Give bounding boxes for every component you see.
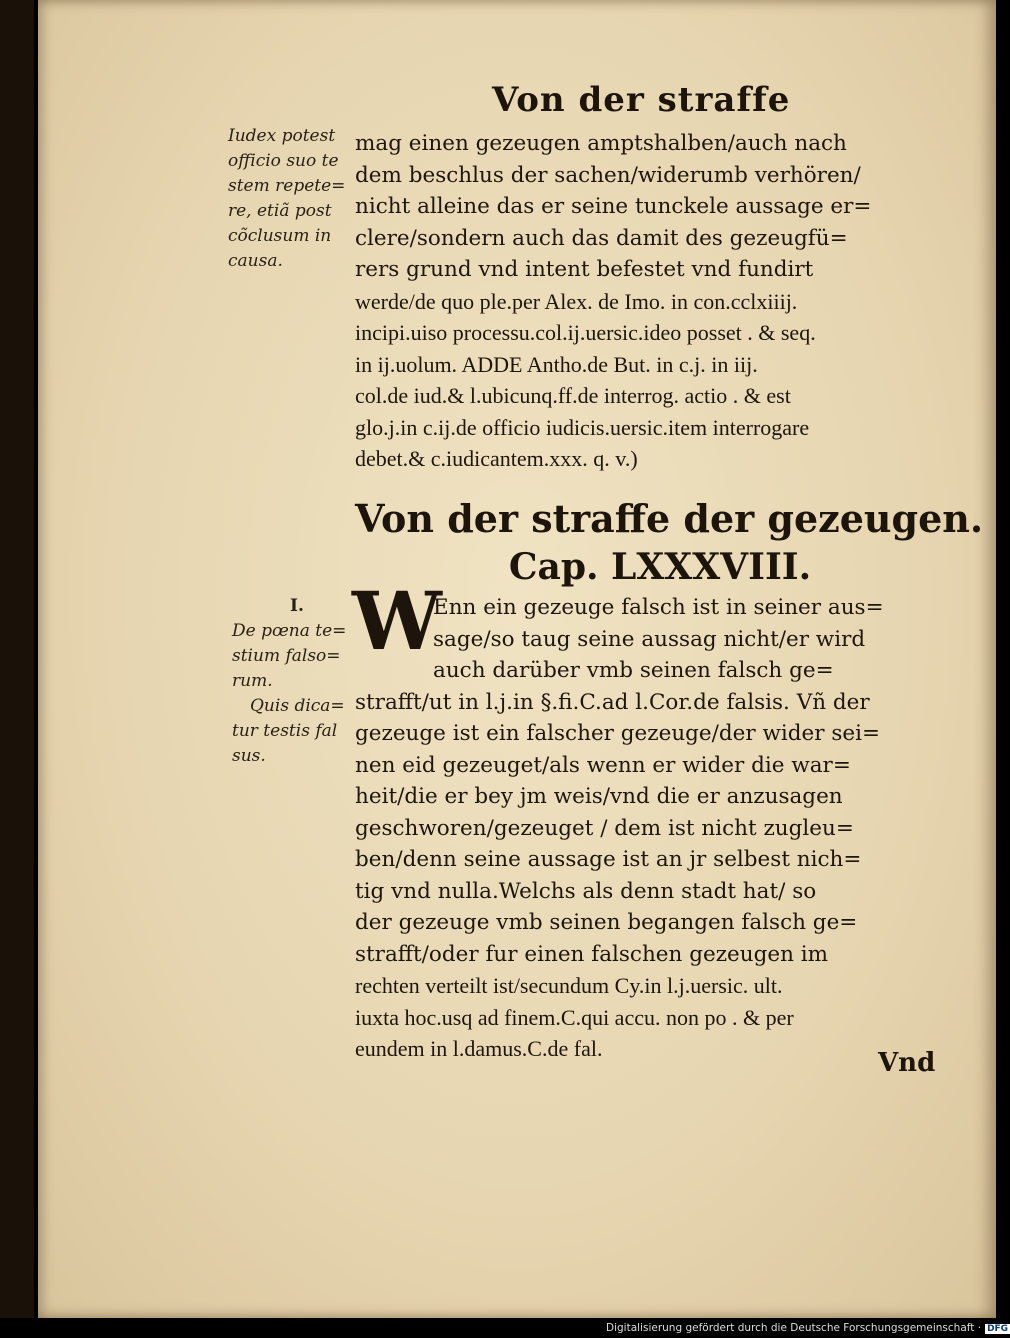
text-line: heit/die er bey jm weis/vnd die er anzusagen — [355, 784, 843, 809]
text-line: ben/denn seine aussage ist an jr selbest nich= — [355, 847, 862, 872]
gloss-line: stem repete= — [228, 176, 346, 196]
text-line: Enn ein gezeuge falsch ist in seiner aus= — [433, 595, 884, 620]
text-line: tig vnd nulla.Welchs als denn stadt hat/ so — [355, 878, 817, 904]
gloss-line: causa. — [228, 251, 283, 271]
text-line: iuxta hoc.usq ad finem.C.qui accu. non po . & per — [355, 1004, 794, 1030]
text-line: nicht alleine das er seine tunckele aussage er= — [355, 194, 872, 219]
text-line: debet.& c.iudicantem.xxx. q. v.) — [355, 446, 638, 471]
book-spine-shadow — [0, 0, 34, 1318]
gloss-line: cõclusum in — [228, 226, 332, 246]
gloss-line: rum. — [232, 671, 273, 691]
body-paragraph-1 — [355, 128, 965, 475]
text-line: mag einen gezeugen amptshalben/auch nach — [355, 131, 847, 156]
text-line: gezeuge ist ein falscher gezeuge/der wider sei= — [355, 721, 881, 746]
text-line: sage/so taug seine aussag nicht/er wird — [433, 626, 866, 652]
gloss-line: stium falso= — [232, 646, 341, 666]
text-line: col.de iud.& l.ubicunq.ff.de interrog. actio . & est — [355, 383, 791, 408]
text-line: nen eid gezeuget/als wenn er wider die war= — [355, 752, 851, 778]
text-line: dem beschlus der sachen/widerumb verhören/ — [355, 162, 861, 188]
footer-text: Digitalisierung gefördert durch die Deutsche Forschungsgemeinschaft · — [606, 1322, 982, 1334]
text-line: strafft/ut in l.j.in §.fi.C.ad l.Cor.de falsis. Vñ der — [355, 689, 870, 715]
text-line: auch darüber vmb seinen falsch ge= — [433, 658, 834, 683]
gloss-number: I. — [290, 596, 304, 616]
margin-gloss-2 — [232, 594, 346, 769]
text-line: werde/de quo ple.per Alex. de Imo. in con.cclxiiij. — [355, 288, 798, 314]
drop-cap: W — [352, 574, 442, 668]
chapter-number: Cap. LXXXVIII. — [508, 546, 812, 588]
running-head: Von der straffe — [492, 80, 791, 120]
text-line: der gezeuge vmb seinen begangen falsch ge= — [355, 910, 858, 935]
text-line: eundem in l.damus.C.de fal. — [355, 1036, 603, 1061]
text-line: in ij.uolum. ADDE Antho.de But. in c.j. in iij. — [355, 351, 758, 377]
dfg-logo: DFG — [987, 1324, 1009, 1334]
gloss-line: re, etiã post — [228, 201, 332, 221]
gloss-line: officio suo te — [228, 151, 339, 171]
margin-gloss-1 — [228, 124, 345, 274]
text-line: clere/sondern auch das damit des gezeugfü= — [355, 225, 848, 251]
catchword: Vnd — [878, 1048, 936, 1078]
gloss-line: sus. — [232, 746, 266, 766]
footer-credit — [606, 1322, 1010, 1334]
gloss-line: De pœna te= — [232, 621, 347, 641]
text-line: geschworen/gezeuget / dem ist nicht zugleu= — [355, 815, 854, 841]
gloss-line: tur testis fal — [232, 721, 338, 741]
gloss-line: Quis dica= — [250, 696, 345, 716]
gloss-line: Iudex potest — [228, 126, 336, 146]
text-line: strafft/oder fur einen falschen gezeugen im — [355, 941, 829, 967]
body-paragraph-2 — [355, 592, 965, 1065]
text-line: glo.j.in c.ij.de officio iudicis.uersic.item interrogare — [355, 414, 810, 440]
text-line: rechten verteilt ist/secundum Cy.in l.j.uersic. ult. — [355, 973, 783, 998]
text-line: rers grund vnd intent befestet vnd fundirt — [355, 257, 814, 282]
chapter-heading: Von der straffe der gezeugen. — [355, 496, 984, 541]
text-line: incipi.uiso processu.col.ij.uersic.ideo posset . & seq. — [355, 320, 816, 345]
